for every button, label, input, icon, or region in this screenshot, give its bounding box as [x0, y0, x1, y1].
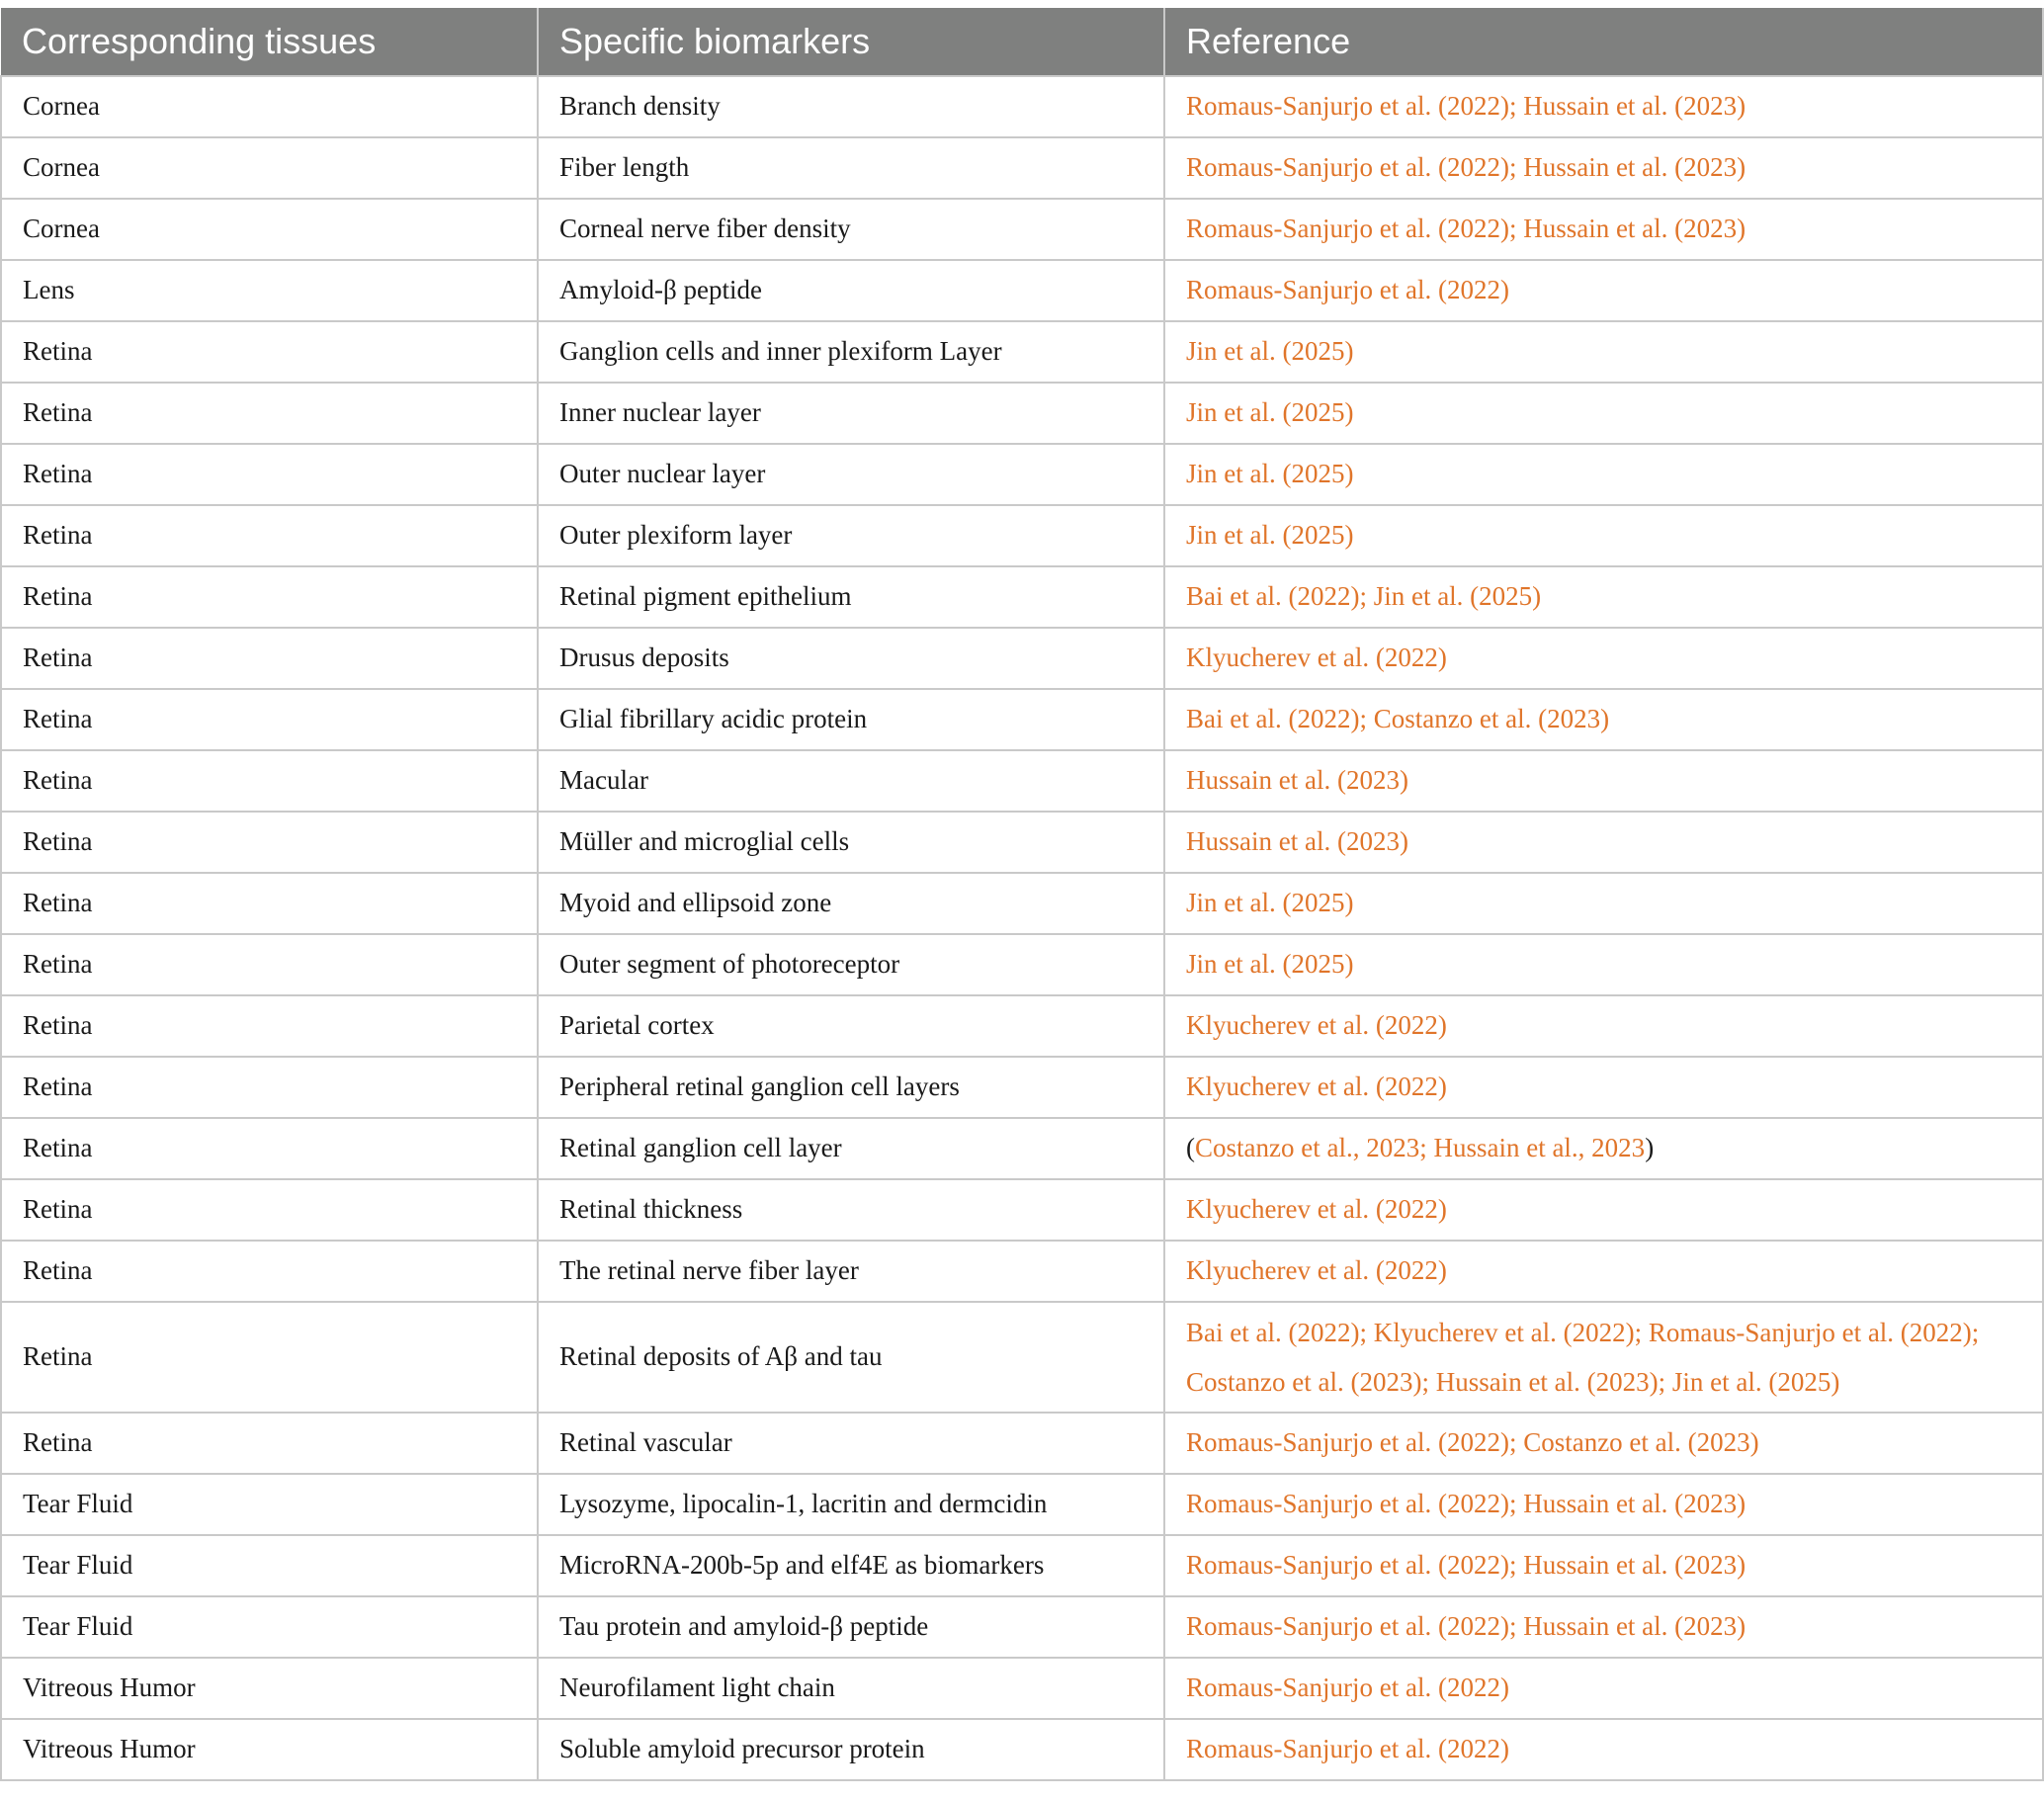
reference-cell	[1164, 1241, 2043, 1302]
table-row	[1, 76, 2043, 137]
tissue-cell: Retina	[1, 566, 538, 628]
reference-link[interactable]: Jin et al. (2025)	[1186, 520, 1354, 551]
reference-link[interactable]: Costanzo et al., 2023; Hussain et al., 2023	[1195, 1133, 1646, 1163]
tissue-cell: Retina	[1, 444, 538, 505]
reference-cell	[1164, 1596, 2043, 1658]
reference-link[interactable]: Romaus-Sanjurjo et al. (2022); Hussain et al. (2023)	[1186, 1550, 1746, 1581]
reference-cell	[1164, 444, 2043, 505]
tissue-cell: Retina	[1, 689, 538, 750]
biomarker-cell: Inner nuclear layer	[538, 383, 1164, 444]
table-row	[1, 1413, 2043, 1474]
biomarker-cell: Peripheral retinal ganglion cell layers	[538, 1057, 1164, 1118]
reference-cell	[1164, 1118, 2043, 1179]
biomarker-cell: Retinal pigment epithelium	[538, 566, 1164, 628]
reference-link[interactable]: Klyucherev et al. (2022)	[1186, 1194, 1447, 1225]
reference-link[interactable]: Romaus-Sanjurjo et al. (2022); Hussain et al. (2023)	[1186, 1489, 1746, 1519]
reference-link[interactable]: Klyucherev et al. (2022)	[1186, 1255, 1447, 1286]
tissue-cell: Tear Fluid	[1, 1596, 538, 1658]
tissue-cell: Retina	[1, 812, 538, 873]
tissue-cell: Retina	[1, 628, 538, 689]
biomarker-cell: Soluble amyloid precursor protein	[538, 1719, 1164, 1780]
tissue-cell: Cornea	[1, 137, 538, 199]
header-reference: Reference	[1164, 8, 2043, 76]
table-row	[1, 1241, 2043, 1302]
table-body	[1, 76, 2043, 1780]
table-row	[1, 199, 2043, 260]
table-row	[1, 995, 2043, 1057]
tissue-cell: Tear Fluid	[1, 1474, 538, 1535]
table-row	[1, 750, 2043, 812]
reference-cell	[1164, 505, 2043, 566]
reference-link[interactable]: Romaus-Sanjurjo et al. (2022); Hussain et al. (2023)	[1186, 1611, 1746, 1642]
reference-cell	[1164, 628, 2043, 689]
reference-cell	[1164, 934, 2043, 995]
table-row	[1, 137, 2043, 199]
table-row	[1, 321, 2043, 383]
reference-link[interactable]: Hussain et al. (2023)	[1186, 765, 1408, 796]
biomarker-cell: Fiber length	[538, 137, 1164, 199]
tissue-cell: Retina	[1, 383, 538, 444]
table-row	[1, 1474, 2043, 1535]
table-row	[1, 383, 2043, 444]
reference-cell	[1164, 689, 2043, 750]
biomarker-cell: Outer plexiform layer	[538, 505, 1164, 566]
reference-link[interactable]: Romaus-Sanjurjo et al. (2022)	[1186, 275, 1509, 305]
reference-cell	[1164, 1535, 2043, 1596]
tissue-cell: Retina	[1, 873, 538, 934]
close-parenthesis: )	[1645, 1133, 1655, 1163]
reference-link[interactable]: Jin et al. (2025)	[1186, 949, 1354, 980]
tissue-cell: Retina	[1, 321, 538, 383]
reference-cell	[1164, 873, 2043, 934]
table-row	[1, 1179, 2043, 1241]
reference-link[interactable]: Klyucherev et al. (2022)	[1186, 1010, 1447, 1041]
table-row	[1, 1118, 2043, 1179]
reference-cell	[1164, 566, 2043, 628]
reference-cell	[1164, 137, 2043, 199]
reference-cell	[1164, 812, 2043, 873]
reference-link[interactable]: Jin et al. (2025)	[1186, 888, 1354, 918]
header-row	[1, 8, 2043, 76]
reference-link[interactable]: Romaus-Sanjurjo et al. (2022); Hussain et al. (2023)	[1186, 152, 1746, 183]
tissue-cell: Retina	[1, 1241, 538, 1302]
reference-link[interactable]: Jin et al. (2025)	[1186, 397, 1354, 428]
biomarker-cell: Retinal thickness	[538, 1179, 1164, 1241]
tissue-cell: Vitreous Humor	[1, 1719, 538, 1780]
biomarker-cell: Myoid and ellipsoid zone	[538, 873, 1164, 934]
biomarker-cell: Retinal vascular	[538, 1413, 1164, 1474]
tissue-cell: Cornea	[1, 199, 538, 260]
reference-cell	[1164, 1179, 2043, 1241]
biomarker-cell: Glial fibrillary acidic protein	[538, 689, 1164, 750]
reference-cell	[1164, 260, 2043, 321]
table-row	[1, 1719, 2043, 1780]
biomarker-cell: Outer segment of photoreceptor	[538, 934, 1164, 995]
reference-link[interactable]: Hussain et al. (2023)	[1186, 826, 1408, 857]
table-header	[1, 8, 2043, 76]
reference-link[interactable]: Romaus-Sanjurjo et al. (2022); Hussain et al. (2023)	[1186, 91, 1746, 122]
biomarker-cell: Amyloid-β peptide	[538, 260, 1164, 321]
table-row	[1, 566, 2043, 628]
table-row	[1, 934, 2043, 995]
biomarker-cell: Retinal deposits of Aβ and tau	[538, 1302, 1164, 1413]
reference-cell	[1164, 1057, 2043, 1118]
reference-cell	[1164, 321, 2043, 383]
reference-link[interactable]: Klyucherev et al. (2022)	[1186, 643, 1447, 673]
table-row	[1, 689, 2043, 750]
tissue-cell: Retina	[1, 1057, 538, 1118]
table-row	[1, 1302, 2043, 1413]
biomarker-cell: Macular	[538, 750, 1164, 812]
reference-cell	[1164, 199, 2043, 260]
table-row	[1, 505, 2043, 566]
biomarker-cell: MicroRNA-200b-5p and elf4E as biomarkers	[538, 1535, 1164, 1596]
reference-cell	[1164, 1302, 2043, 1413]
reference-link[interactable]: Romaus-Sanjurjo et al. (2022)	[1186, 1672, 1509, 1703]
biomarker-cell: Müller and microglial cells	[538, 812, 1164, 873]
header-corresponding-tissues: Corresponding tissues	[1, 8, 538, 76]
tissue-cell: Retina	[1, 1179, 538, 1241]
reference-link[interactable]: Romaus-Sanjurjo et al. (2022)	[1186, 1734, 1509, 1764]
reference-link[interactable]: Klyucherev et al. (2022)	[1186, 1072, 1447, 1102]
biomarker-cell: Ganglion cells and inner plexiform Layer	[538, 321, 1164, 383]
tissue-cell: Cornea	[1, 76, 538, 137]
reference-link[interactable]: Jin et al. (2025)	[1186, 336, 1354, 367]
table-row	[1, 1535, 2043, 1596]
biomarker-cell: Parietal cortex	[538, 995, 1164, 1057]
biomarker-cell: Lysozyme, lipocalin-1, lacritin and dermcidin	[538, 1474, 1164, 1535]
biomarker-table	[0, 8, 2044, 1781]
tissue-cell: Retina	[1, 505, 538, 566]
table-row	[1, 444, 2043, 505]
tissue-cell: Retina	[1, 1118, 538, 1179]
reference-link[interactable]: Costanzo et al. (2023); Hussain et al. (2023); Jin et al. (2025)	[1186, 1367, 1840, 1397]
reference-cell	[1164, 383, 2043, 444]
table-row	[1, 812, 2043, 873]
open-parenthesis: (	[1186, 1133, 1195, 1163]
biomarker-cell: Retinal ganglion cell layer	[538, 1118, 1164, 1179]
tissue-cell: Vitreous Humor	[1, 1658, 538, 1719]
reference-cell	[1164, 76, 2043, 137]
tissue-cell: Retina	[1, 1302, 538, 1413]
biomarker-cell: Neurofilament light chain	[538, 1658, 1164, 1719]
biomarker-cell: Drusus deposits	[538, 628, 1164, 689]
table-row	[1, 260, 2043, 321]
biomarker-table-container	[0, 8, 2044, 1781]
reference-cell	[1164, 1658, 2043, 1719]
biomarker-cell: Branch density	[538, 76, 1164, 137]
reference-cell	[1164, 1474, 2043, 1535]
biomarker-cell: Tau protein and amyloid-β peptide	[538, 1596, 1164, 1658]
tissue-cell: Retina	[1, 1413, 538, 1474]
reference-link[interactable]: Jin et al. (2025)	[1186, 459, 1354, 489]
tissue-cell: Tear Fluid	[1, 1535, 538, 1596]
table-row	[1, 628, 2043, 689]
reference-cell	[1164, 750, 2043, 812]
tissue-cell: Lens	[1, 260, 538, 321]
reference-cell	[1164, 1413, 2043, 1474]
reference-cell	[1164, 995, 2043, 1057]
reference-link[interactable]: Romaus-Sanjurjo et al. (2022); Hussain et al. (2023)	[1186, 214, 1746, 244]
biomarker-cell: Outer nuclear layer	[538, 444, 1164, 505]
reference-link[interactable]: Bai et al. (2022); Klyucherev et al. (2022); Romaus-Sanjurjo et al. (2022);	[1186, 1318, 1980, 1347]
tissue-cell: Retina	[1, 750, 538, 812]
reference-link[interactable]: Romaus-Sanjurjo et al. (2022); Costanzo et al. (2023)	[1186, 1427, 1759, 1458]
table-row	[1, 1596, 2043, 1658]
tissue-cell: Retina	[1, 995, 538, 1057]
table-row	[1, 1658, 2043, 1719]
reference-cell	[1164, 1719, 2043, 1780]
biomarker-cell: Corneal nerve fiber density	[538, 199, 1164, 260]
tissue-cell: Retina	[1, 934, 538, 995]
table-row	[1, 1057, 2043, 1118]
reference-link[interactable]: Bai et al. (2022); Costanzo et al. (2023)	[1186, 704, 1610, 734]
table-row	[1, 873, 2043, 934]
biomarker-cell: The retinal nerve fiber layer	[538, 1241, 1164, 1302]
header-specific-biomarkers: Specific biomarkers	[538, 8, 1164, 76]
reference-link[interactable]: Bai et al. (2022); Jin et al. (2025)	[1186, 581, 1542, 612]
